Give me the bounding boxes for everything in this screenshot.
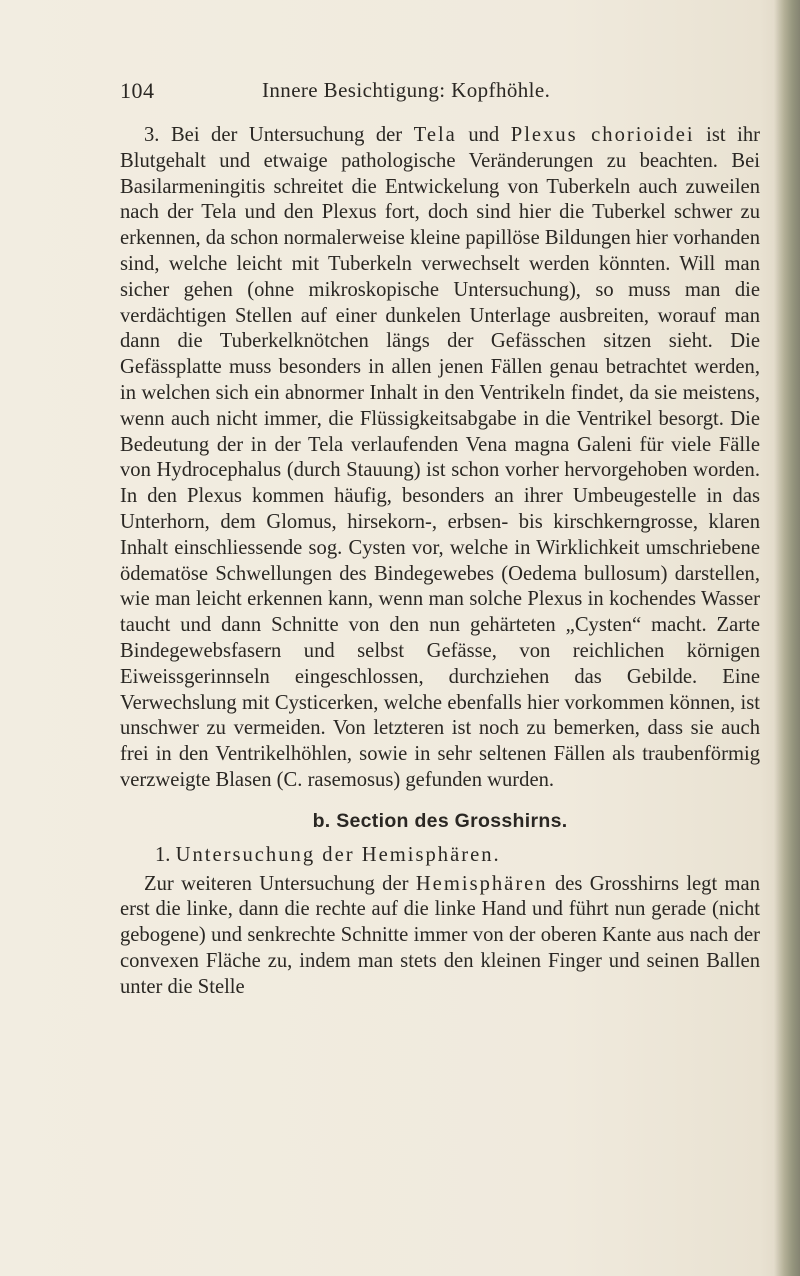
term-tela: Tela	[413, 124, 457, 146]
paragraph-3-lead: 3. Bei der Untersuchung der	[144, 124, 414, 146]
paragraph-hemispheres-lead: Zur weiteren Untersuchung der	[144, 872, 416, 895]
term-hemispharen: Hemisphären	[415, 872, 548, 895]
subheading-title: Untersuchung der Hemisphären.	[175, 843, 501, 866]
subheading	[120, 843, 760, 869]
text-body	[120, 123, 760, 1001]
paragraph-3-body: ist ihr Blutgehalt und etwaige pathologische Veränderungen zu beachten. Bei Basilarmeningitis schreitet die Entwickelung von Tuberkeln auch zuweilen nach der Tela und den Plexus fort, doch sind hier die Tuberkel schwer zu erkennen, da schon normalerweise kleine papillöse Bildungen hier vorhanden sind, welche leicht mit Tuberkeln verwechselt werden könnten. Will man sicher gehen (ohne mikroskopische Untersuchung), so muss man die verdächtigen Stellen auf einer dunkelen Unterlage ausbreiten, worauf man dann die Tuberkelknötchen längs der Gefässchen sitzen sieht. Die Gefässplatte muss besonders in allen jenen Fällen genau betrachtet werden, in welchen sich ein abnormer Inhalt in den Ventrikeln findet, da sie meistens, wenn auch nicht immer, die Flüssigkeitsabgabe in die Ventrikel besorgt. Die Bedeutung der in der Tela verlaufenden Vena magna Galeni für viele Fälle von Hydrocephalus (durch Stauung) ist schon vorher hervorgehoben worden. In den Plexus kommen häufig, besonders an ihrer Umbeugestelle in das Unterhorn, dem Glomus, hirsekorn-, erbsen- bis kirschkerngrosse, klaren Inhalt einschliessende sog. Cysten vor, welche in Wirklichkeit umschriebene ödematöse Schwellungen des Bindegewebes (Oedema bullosum) darstellen, wie man leicht erkennen kann, wenn man solche Plexus in kochendes Wasser taucht und dann Schnitte von den nun gehärteten „Cysten“ macht. Zarte Bindegewebsfasern und selbst Gefässe, von reichlichen körnigen Eiweissgerinnseln eingeschlossen, durchziehen das Gebilde. Eine Verwechslung mit Cysticerken, welche ebenfalls hier vorkommen können, ist unschwer zu vermeiden. Von letzteren ist noch zu bemerken, dass sie auch frei in den Ventrikelhöhlen, sowie in sehr seltenen Fällen als traubenförmig verzweigte Blasen (C. rasemosus) gefunden wurden.	[120, 124, 760, 791]
term-plexus-chorioidei: Plexus chorioidei	[510, 124, 695, 146]
subheading-number: 1.	[155, 843, 176, 866]
section-heading: b. Section des Grosshirns.	[312, 809, 568, 832]
paragraph-hemispheres-body: des Grosshirns legt man erst die linke, dann die rechte auf die linke Hand und führt nun gerade (nicht gebogene) und senkrechte Schnitte immer von der oberen Kante aus nach der convexen Fläche zu, indem man stets den kleinen Finger und seinen Ballen unter die Stelle	[120, 872, 760, 998]
page-edge-shadow	[774, 0, 800, 1276]
running-head: Innere Besichtigung: Kopfhöhle.	[262, 78, 551, 102]
paragraph-3	[120, 123, 760, 794]
paragraph-hemispheres	[120, 872, 760, 1001]
page-number: 104	[120, 78, 155, 103]
page-header	[120, 78, 740, 106]
paragraph-3-and: und	[456, 124, 511, 146]
